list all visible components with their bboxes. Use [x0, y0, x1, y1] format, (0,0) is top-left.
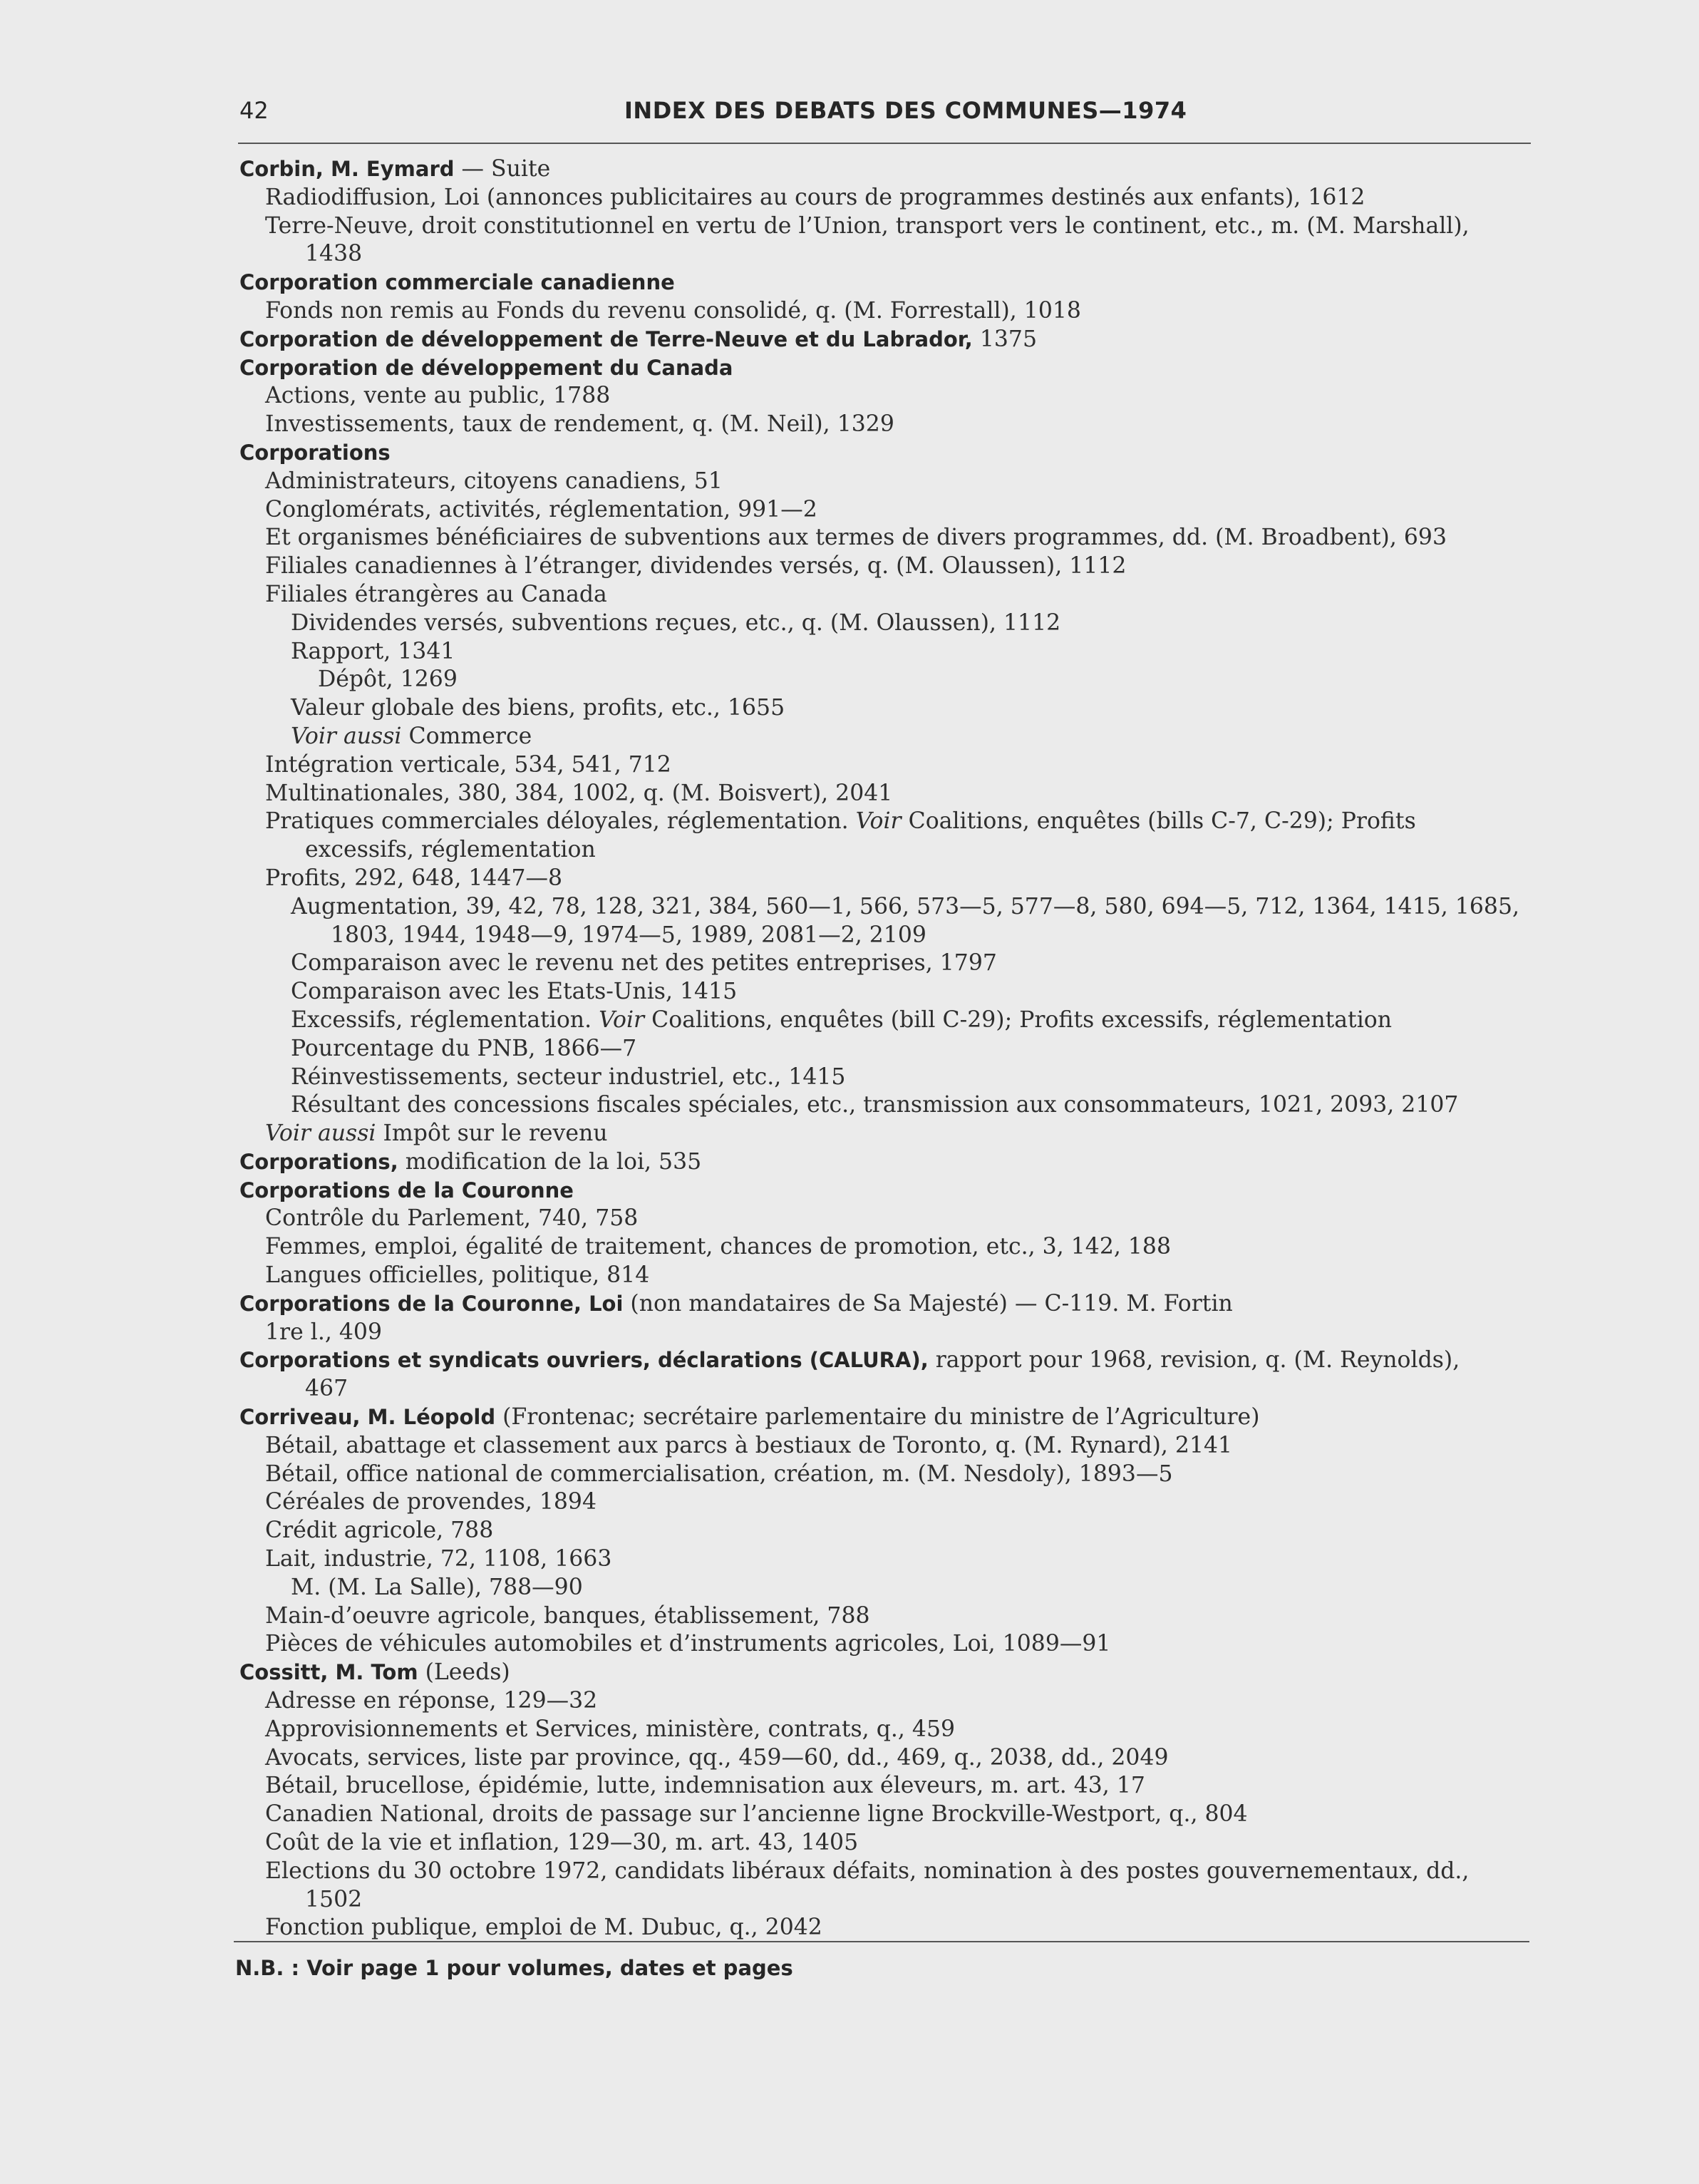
index-heading-line — [238, 1659, 1535, 1687]
index-entry-line — [238, 1829, 1535, 1858]
page-header — [238, 97, 1532, 134]
index-entry-line — [238, 1630, 1535, 1659]
entry-heading: Corporations — [239, 440, 391, 465]
entry-text: Lait, industrie, 72, 1108, 1663 — [265, 1546, 612, 1572]
entry-heading: Corporation de développement du Canada — [239, 355, 733, 380]
entry-text: Commerce — [401, 723, 532, 749]
entry-text: Femmes, emploi, égalité de traitement, chances de promotion, etc., 3, 142, 188 — [265, 1234, 1172, 1260]
index-heading-line — [238, 354, 1535, 383]
entry-text: Radiodiffusion, Loi (annonces publicitaires au cours de programmes destinés aux enfants), 1612 — [265, 184, 1365, 210]
index-entry-line — [238, 1772, 1535, 1801]
entry-text: Valeur globale des biens, profits, etc., 1655 — [291, 695, 785, 721]
entry-text: Excessifs, réglementation. — [291, 1006, 599, 1033]
index-entry-line — [238, 1574, 1535, 1602]
index-entry-line — [238, 1233, 1535, 1262]
index-entry-line — [238, 524, 1535, 552]
index-entry-line — [238, 1375, 1535, 1403]
index-entry-line — [238, 1091, 1535, 1120]
index-entry-line — [238, 1006, 1535, 1035]
index-entry-line — [238, 411, 1535, 439]
cross-reference: Voir aussi — [265, 1121, 376, 1147]
entry-text: rapport pour 1968, revision, q. (M. Reynolds), — [928, 1347, 1460, 1374]
entry-text: Main-d’oeuvre agricole, banques, établissement, 788 — [265, 1602, 870, 1629]
index-entry-line — [238, 666, 1535, 694]
cross-reference: Voir — [599, 1006, 645, 1033]
entry-text: Dividendes versés, subventions reçues, etc., q. (M. Olaussen), 1112 — [291, 609, 1061, 636]
entry-text: Elections du 30 octobre 1972, candidats libéraux défaits, nomination à des postes gouvernementaux, dd., — [265, 1858, 1470, 1884]
index-entry-line — [238, 1461, 1535, 1489]
entry-text: Bétail, office national de commercialisation, création, m. (M. Nesdoly), 1893—5 — [265, 1461, 1173, 1487]
entry-text: 1438 — [305, 241, 363, 267]
running-title: INDEX DES DEBATS DES COMMUNES—1974 — [624, 97, 1187, 124]
entry-text: 1803, 1944, 1948—9, 1974—5, 1989, 2081—2, 2109 — [331, 922, 926, 948]
entry-text: Approvisionnements et Services, ministère, contrats, q., 459 — [265, 1716, 956, 1742]
entry-text: Profits, 292, 648, 1447—8 — [265, 865, 563, 891]
entry-text: Et organismes bénéficiaires de subventions aux termes de divers programmes, dd. (M. Broadbent), 693 — [265, 525, 1447, 551]
footer-note: N.B. : Voir page 1 pour volumes, dates et pages — [235, 1956, 793, 1980]
entry-text: Terre-Neuve, droit constitutionnel en vertu de l’Union, transport vers le continent, etc., m. (M. Marshall), — [265, 212, 1470, 239]
entry-heading: Cossitt, M. Tom — [239, 1660, 418, 1685]
entry-heading: Corporation commerciale canadienne — [239, 270, 675, 295]
entry-text: Dépôt, 1269 — [318, 666, 458, 693]
entry-text: (Leeds) — [418, 1659, 510, 1686]
entry-text: M. (M. La Salle), 788—90 — [291, 1574, 583, 1600]
index-entry-line — [238, 949, 1535, 978]
index-entry-line — [238, 694, 1535, 723]
index-entry-line — [238, 893, 1535, 922]
index-entry-line — [238, 978, 1535, 1006]
entry-text: (Frontenac; secrétaire parlementaire du ministre de l’Agriculture) — [495, 1404, 1260, 1431]
index-entry-line — [238, 240, 1535, 269]
entry-text: Coalitions, enquêtes (bills C-7, C-29); Profits — [901, 808, 1416, 835]
entry-text: (non mandataires de Sa Majesté) — C-119. M. Fortin — [623, 1290, 1233, 1317]
entry-text: Crédit agricole, 788 — [265, 1518, 494, 1544]
entry-text: Rapport, 1341 — [291, 638, 455, 664]
entry-text: Résultant des concessions fiscales spéciales, etc., transmission aux consommateurs, 1021, 2093, 2107 — [291, 1092, 1459, 1118]
index-entry-line — [238, 638, 1535, 666]
entry-text: Avocats, services, liste par province, qq., 459—60, dd., 469, q., 2038, dd., 2049 — [265, 1744, 1169, 1771]
entry-text: Réinvestissements, secteur industriel, etc., 1415 — [291, 1063, 846, 1090]
entry-text: Coût de la vie et inflation, 129—30, m. art. 43, 1405 — [265, 1830, 859, 1856]
entry-text: Investissements, taux de rendement, q. (M. Neil), 1329 — [265, 411, 894, 438]
footer-rule — [234, 1941, 1529, 1942]
index-entry-line — [238, 1035, 1535, 1063]
index-heading-line — [238, 326, 1535, 354]
entry-heading: Corporations de la Couronne, Loi — [239, 1291, 624, 1316]
index-entry-line — [238, 780, 1535, 808]
index-entry-line — [238, 1120, 1535, 1148]
index-heading-line — [238, 439, 1535, 468]
index-entry-line — [238, 1262, 1535, 1290]
entry-heading: Corriveau, M. Léopold — [239, 1405, 496, 1430]
index-entry-line — [238, 609, 1535, 638]
entry-text: Augmentation, 39, 42, 78, 128, 321, 384, 560—1, 566, 573—5, 577—8, 580, 694—5, 712, 1364, 1415, 1685, — [291, 893, 1519, 920]
index-entry-line — [238, 865, 1535, 893]
index-entry-line — [238, 382, 1535, 411]
entry-text: Filiales canadiennes à l’étranger, dividendes versés, q. (M. Olaussen), 1112 — [265, 553, 1127, 580]
entry-text: Adresse en réponse, 129—32 — [265, 1688, 598, 1714]
index-heading-line — [238, 1148, 1535, 1177]
entry-text: Impôt sur le revenu — [376, 1121, 608, 1147]
index-entry-line — [238, 836, 1535, 865]
index-entry-line — [238, 1801, 1535, 1829]
index-heading-line — [238, 1177, 1535, 1205]
entry-text: Fonction publique, emploi de M. Dubuc, q., 2042 — [265, 1915, 822, 1941]
entry-text: 1re l., 409 — [265, 1319, 382, 1345]
entry-text: Comparaison avec les Etats-Unis, 1415 — [291, 979, 738, 1005]
entry-text: Fonds non remis au Fonds du revenu consolidé, q. (M. Forrestall), 1018 — [265, 297, 1081, 324]
entry-text: Pourcentage du PNB, 1866—7 — [291, 1035, 637, 1061]
entry-heading: Corbin, M. Eymard — [239, 157, 455, 181]
index-heading-line — [238, 269, 1535, 297]
entry-text: Administrateurs, citoyens canadiens, 51 — [265, 468, 723, 494]
entry-text: Langues officielles, politique, 814 — [265, 1262, 650, 1289]
cross-reference: Voir aussi — [291, 723, 402, 749]
index-heading-line — [238, 1290, 1535, 1319]
index-entry-line — [238, 1063, 1535, 1092]
entry-text: Contrôle du Parlement, 740, 758 — [265, 1205, 639, 1232]
index-heading-line — [238, 1403, 1535, 1432]
index-entry-line — [238, 1488, 1535, 1517]
entry-text: Multinationales, 380, 384, 1002, q. (M. Boisvert), 2041 — [265, 780, 893, 806]
index-entry-line — [238, 1914, 1535, 1942]
entry-text: — Suite — [454, 156, 551, 182]
entry-text: Actions, vente au public, 1788 — [265, 383, 611, 409]
index-entry-line — [238, 751, 1535, 780]
index-entry-line — [238, 1687, 1535, 1716]
index-entry-line — [238, 1744, 1535, 1773]
index-entry-line — [238, 1205, 1535, 1233]
entry-heading: Corporations, — [239, 1149, 398, 1174]
index-entry-line — [238, 1517, 1535, 1545]
entry-text: Coalitions, enquêtes (bill C-29); Profits excessifs, réglementation — [644, 1006, 1393, 1033]
entry-text: Comparaison avec le revenu net des petites entreprises, 1797 — [291, 950, 997, 977]
entry-text: Pièces de véhicules automobiles et d’instruments agricoles, Loi, 1089—91 — [265, 1631, 1111, 1657]
entry-text: modification de la loi, 535 — [398, 1148, 702, 1175]
index-entry-line — [238, 1858, 1535, 1886]
index-entry-line — [238, 297, 1535, 326]
entry-text: Pratiques commerciales déloyales, réglementation. — [265, 808, 856, 835]
index-heading-line — [238, 1346, 1535, 1375]
index-heading-line — [238, 155, 1535, 184]
entry-text: Canadien National, droits de passage sur l’ancienne ligne Brockville-Westport, q., 804 — [265, 1801, 1248, 1828]
cross-reference: Voir — [855, 808, 902, 835]
entry-text: Conglomérats, activités, réglementation, 991—2 — [265, 496, 817, 522]
index-entry-line — [238, 922, 1535, 950]
entry-text: Bétail, brucellose, épidémie, lutte, indemnisation aux éleveurs, m. art. 43, 17 — [265, 1773, 1145, 1799]
entry-text: Intégration verticale, 534, 541, 712 — [265, 751, 671, 778]
entry-text: 467 — [305, 1376, 348, 1402]
entry-heading: Corporations de la Couronne — [239, 1178, 574, 1202]
entry-text: 1502 — [305, 1886, 363, 1912]
index-entry-line — [238, 1319, 1535, 1347]
index-entry-line — [238, 1886, 1535, 1915]
entry-text: Céréales de provendes, 1894 — [265, 1489, 597, 1515]
index-entry-line — [238, 723, 1535, 751]
entry-text: Bétail, abattage et classement aux parcs à bestiaux de Toronto, q. (M. Rynard), 2141 — [265, 1432, 1233, 1458]
entry-text: excessifs, réglementation — [305, 837, 596, 863]
index-entry-line — [238, 212, 1535, 241]
index-entry-line — [238, 1602, 1535, 1631]
entry-heading: Corporations et syndicats ouvriers, déclarations (CALURA), — [239, 1348, 929, 1373]
page-number: 42 — [239, 97, 269, 124]
index-entry-line — [238, 1716, 1535, 1744]
header-rule — [238, 143, 1531, 144]
index-entry-line — [238, 1545, 1535, 1574]
index-entry-line — [238, 184, 1535, 212]
entry-text: 1375 — [972, 326, 1038, 352]
index-entry-line — [238, 552, 1535, 581]
index-entries — [238, 155, 1535, 1942]
index-entry-line — [238, 808, 1535, 836]
entry-text: Filiales étrangères au Canada — [265, 581, 607, 607]
index-entry-line — [238, 581, 1535, 609]
index-entry-line — [238, 496, 1535, 525]
index-entry-line — [238, 1432, 1535, 1461]
entry-heading: Corporation de développement de Terre-Neuve et du Labrador, — [239, 326, 973, 351]
index-entry-line — [238, 468, 1535, 496]
